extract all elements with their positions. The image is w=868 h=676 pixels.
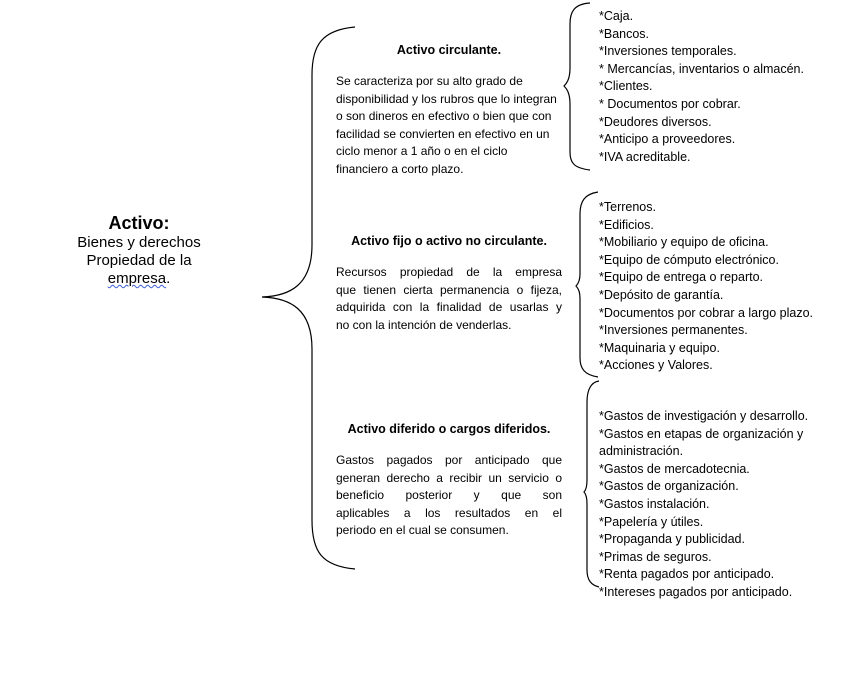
desc-line: adquirida con la finalidad de usarlas y — [336, 300, 562, 314]
list-item: *Anticipo a proveedores. — [599, 132, 736, 147]
section-activo-diferido — [336, 422, 562, 540]
desc-line: aplicables a los resultados en el — [336, 505, 562, 520]
list-item: *Propaganda y publicidad. — [599, 532, 745, 547]
brace-diferido — [584, 381, 599, 587]
desc-line: no con la intención de venderlas. — [336, 317, 512, 332]
list-item: *Documentos por cobrar a largo plazo. — [599, 305, 814, 320]
list-item: *Maquinaria y equipo. — [599, 340, 720, 355]
list-item: *Depósito de garantía. — [599, 287, 724, 302]
desc-line: que tienen cierta permanencia o fijeza, — [336, 282, 562, 297]
list-item: *Terrenos. — [599, 200, 656, 214]
list-item: *Intereses pagados por anticipado. — [599, 584, 793, 599]
root-title: Activo: — [108, 213, 170, 233]
list-item: *Gastos de organización. — [599, 479, 739, 494]
list-item: *Caja. — [599, 9, 634, 23]
list-item: *Renta pagados por anticipado. — [599, 567, 775, 582]
list-item: * Documentos por cobrar. — [599, 96, 741, 111]
section-heading: Activo circulante. — [396, 43, 502, 57]
items-activo-circulante — [599, 8, 859, 166]
list-item: *Bancos. — [599, 26, 650, 41]
list-item: *Acciones y Valores. — [599, 358, 713, 373]
list-item: *Gastos de investigación y desarrollo. — [599, 409, 809, 423]
list-item: *IVA acreditable. — [599, 149, 691, 164]
list-item: *Inversiones permanentes. — [599, 323, 748, 338]
section-description — [336, 264, 562, 334]
list-item: *Gastos de mercadotecnia. — [599, 461, 750, 476]
list-item: *Mobiliario y equipo de oficina. — [599, 235, 769, 250]
list-item: *Gastos en etapas de organización y administración. — [599, 426, 804, 459]
section-activo-circulante — [336, 43, 562, 178]
section-description: Se caracteriza por su alto grado de disponibilidad y los rubros que lo integran o son dineros en efectivo o bien que con facilidad se convierten en efectivo en un ciclo menor a 1 año o en el ciclo financiero a corto plazo. — [336, 74, 557, 176]
root-line-3 — [48, 270, 230, 288]
list-item: *Inversiones temporales. — [599, 44, 737, 59]
list-item: *Equipo de entrega o reparto. — [599, 270, 764, 285]
list-item: * Mercancías, inventarios o almacén. — [599, 61, 804, 76]
root-node — [48, 212, 230, 288]
desc-line: generan derecho a recibir un servicio o — [336, 470, 562, 485]
list-item: *Primas de seguros. — [599, 549, 712, 564]
section-activo-fijo — [336, 234, 562, 334]
list-item: *Papelería y útiles. — [599, 514, 704, 529]
desc-line: Recursos propiedad de la empresa — [336, 265, 562, 279]
desc-line: beneficio posterior y que son — [336, 488, 562, 502]
items-activo-fijo — [599, 199, 859, 375]
section-heading: Activo fijo o activo no circulante. — [351, 234, 547, 248]
items-activo-diferido — [599, 408, 859, 602]
section-heading: Activo diferido o cargos diferidos. — [347, 422, 551, 436]
brace-circulante — [564, 3, 590, 170]
list-item: *Deudores diversos. — [599, 114, 712, 129]
root-line-2: Propiedad de la — [86, 252, 192, 269]
brace-fijo — [576, 192, 598, 377]
list-item: *Gastos instalación. — [599, 496, 710, 511]
list-item: *Equipo de cómputo electrónico. — [599, 252, 779, 267]
desc-line: Gastos pagados por anticipado que — [336, 453, 562, 467]
desc-line: periodo en el cual se consumen. — [336, 523, 509, 537]
root-word-empresa: empresa — [107, 270, 167, 287]
section-description — [336, 452, 562, 540]
list-item: *Clientes. — [599, 79, 653, 94]
root-punct: . — [166, 270, 171, 287]
list-item: *Edificios. — [599, 217, 654, 232]
root-line-1: Bienes y derechos — [77, 234, 201, 251]
